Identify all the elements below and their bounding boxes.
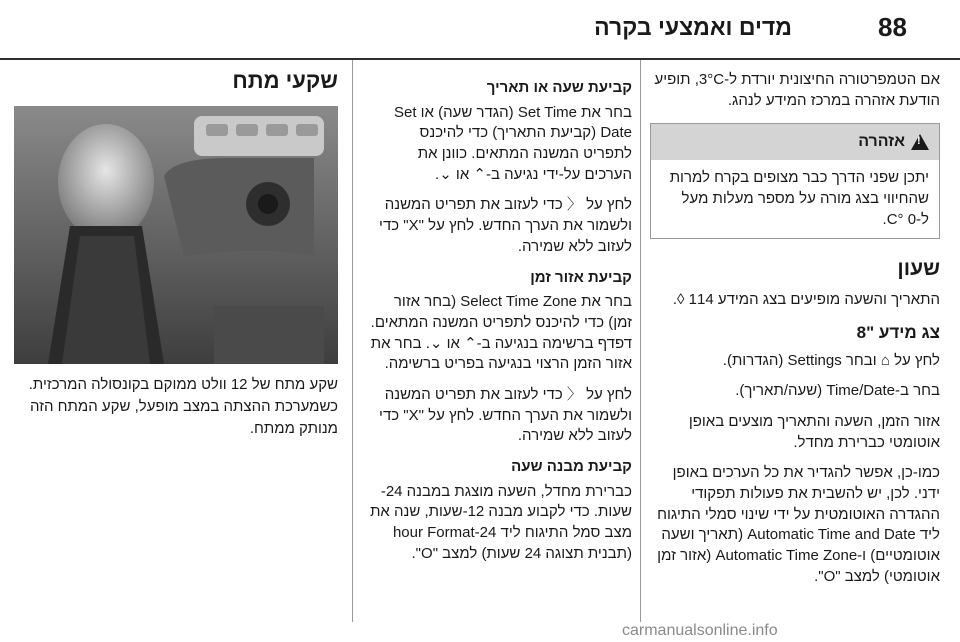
page-title: מדים ואמצעי בקרה <box>594 14 792 40</box>
set-time-text: בחר את Set Time (הגדר שעה) או Set Date (קביעת התאריך) כדי להיכנס לתפריט המשנה המתאים. כוונן את הערכים על-ידי נגיעה ב-⌃ או ⌄. <box>393 103 632 183</box>
warning-body: יתכן שפני הדרך כבר מצופים בקרח למרות שהחיווי בצג מורה על מספר מעלות מעל ל-0 °C. <box>669 169 929 228</box>
warning-box <box>650 123 940 239</box>
console-photo <box>14 106 338 364</box>
column-divider-right <box>640 60 641 622</box>
warning-header <box>651 124 939 160</box>
outlet-caption: שקע מתח של 12 וולט ממוקם בקונסולה המרכזית. כשמערכת ההצתה במצב מופעל, שקע המתח הזה מנותק ממתח. <box>28 376 338 437</box>
time-zone-heading: קביעת אזור זמן <box>530 268 632 286</box>
clock-text: התאריך והשעה מופיעים בצג המידע 114 ◊. <box>672 291 940 309</box>
clock-heading: שעון <box>897 257 940 281</box>
power-outlets-title: שקעי מתח <box>232 68 338 93</box>
settings-instruction: לחץ על ⌂ ובחר Settings (הגדרות). <box>722 351 940 369</box>
time-zone-save-text: לחץ על 〈 כדי לעזוב את תפריט המשנה ולשמור את הערך החדש. לחץ על "X" כדי לעזוב ללא שמירה. <box>379 385 632 445</box>
warning-triangle-icon <box>911 134 929 150</box>
timedate-instruction: בחר ב-Time/Date (שעה/תאריך). <box>735 382 940 400</box>
temperature-intro: אם הטמפרטורה החיצונית יורדת ל-3°C, תופיע הודעת אזהרה במרכז המידע לנהג. <box>654 71 940 109</box>
time-format-text: כברירת מחדל, השעה מוצגת במבנה 24-שעות. כדי לקבוע מבנה 12-שעות, שנה את מצב סמל התיגוח ליד 24-hour Format (תבנית תצוגה 24 שעות) למצב "O". <box>370 482 632 562</box>
header-divider <box>0 58 960 60</box>
site-watermark: carmanualsonline.info <box>622 622 778 639</box>
column-middle <box>370 70 632 574</box>
info-display-heading: צג מידע "8 <box>856 323 940 343</box>
manual-setting-text: כמו-כן, אפשר להגדיר את כל הערכים באופן ידני. לכן, יש להשבית את פעולות תפקודי ההגדרה האוטומטית על ידי שינוי סמלי התיגוח ליד Automatic Time and Date (תאריך ושעה אוטומטיים) ו-Automatic Time Zone (אזור זמן אוטומטי) למצב "O". <box>657 464 940 585</box>
column-left <box>16 66 338 440</box>
page-number: 88 <box>878 12 907 42</box>
warning-title: אזהרה <box>858 133 905 151</box>
column-right <box>650 70 940 597</box>
time-format-heading: קביעת מבנה שעה <box>511 458 632 475</box>
set-time-save-text: לחץ על 〈 כדי לעזוב את תפריט המשנה ולשמור את הערך החדש. לחץ על "X" כדי לעזוב ללא שמירה. <box>379 196 632 255</box>
page-header <box>0 0 960 60</box>
set-time-heading: קביעת שעה או תאריך <box>486 79 632 96</box>
auto-default-text: אזור הזמן, השעה והתאריך מוצעים באופן אוטומטי כברירת מחדל. <box>688 412 940 451</box>
column-divider-left <box>352 60 353 622</box>
time-zone-text: בחר את Select Time Zone (בחר אזור זמן) כדי להיכנס לתפריט המשנה המתאים. דפדף ברשימה בנגיעה ב-⌃ או ⌄. בחר את אזור הזמן הרצוי בנגיעה בפריט ברשימה. <box>370 293 632 373</box>
